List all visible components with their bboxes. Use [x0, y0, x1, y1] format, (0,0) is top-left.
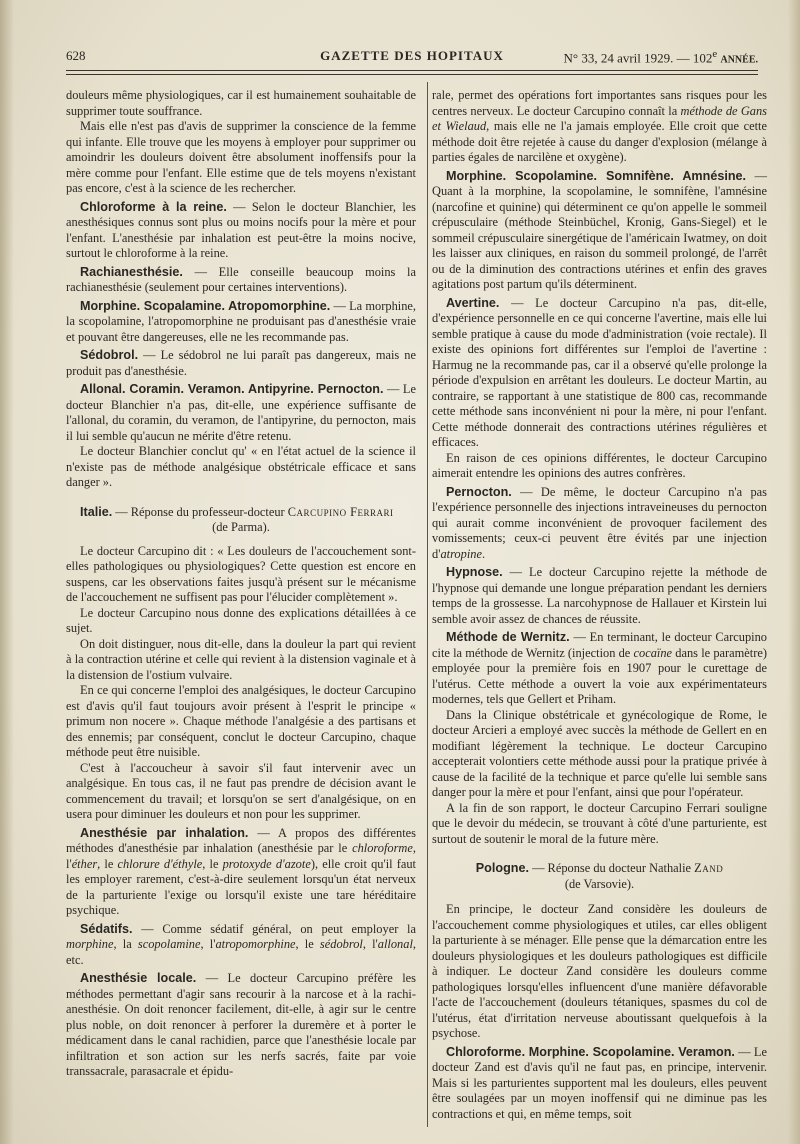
drug-name: chlorure d'éthyle: [117, 856, 203, 871]
drug-name: éther: [71, 856, 98, 871]
method-name: méthode de Gans et Wielaud: [432, 103, 767, 133]
drug-name: sédobrol: [319, 937, 363, 951]
paragraph: En principe, le docteur Zand considère les douleurs de l'accouchement comme physiologiques et utiles, car elles obligent la parturiente à se ménager. Elle pense que la démarcation entre les douleurs physiologiques et les douleurs pathologiques est difficile à indiquer. Le docteur Zand considère les douleurs comme pathologiques lorsqu'elles influencent d'une manière défavorable l'acte de l'accouchement (douleurs tétaniques, spasmes du col de l'utérus, état d'irritation nerveuse aboutissant quelquefois à la psychose.: [432, 902, 767, 1040]
section-heading: Morphine. Scopalamine. Atropomorphine.: [80, 298, 331, 313]
section-text: — Selon le docteur Blanchier, les anesthésiques connus sont plus ou moins nocifs pour la mère et pour l'enfant. L'anesthésie par inhalation est peut-être la moins nocive, surtout le chloroforme à la reine.: [66, 199, 417, 260]
section-heading: Sédobrol.: [80, 348, 139, 362]
section-text: — De même, le docteur Carcupino n'a pas l'expérience personnelle des injections intraveineuses du pernocton qui aurait comme inconvénient de provoquer facilement des vomissements; ceux-ci peuvent être évités par une injection d': [432, 484, 767, 561]
section-heading: Méthode de Wernitz.: [446, 630, 570, 644]
issue-line: [564, 48, 759, 66]
author-name: Carcupino Ferrari: [287, 504, 394, 519]
section-text: — La morphine, la scopolamine, l'atropomorphine ne produisant pas d'anesthésie vraie et pouvant être dangereuses, elle ne les recommande pas.: [66, 298, 416, 344]
drug-name: atropomorphine: [215, 937, 296, 951]
section-heading: Rachianesthésie.: [80, 264, 183, 279]
section-avertine: [432, 296, 767, 451]
issue-sup: e: [712, 48, 718, 60]
section-allonal: [66, 382, 416, 444]
author-name: Zand: [694, 861, 724, 875]
drug-name: atropine: [440, 546, 482, 561]
paragraph: [432, 88, 767, 166]
country-heading-italie: [66, 505, 416, 521]
page-edge-left: [0, 0, 14, 1144]
section-text: — Le docteur Carcupino préfère les méthodes permettant d'agir sans recourir à la narcose et à la rachi-anesthésie. On doit renoncer facilement, dit-elle, à agir sur le centre plus noble, on doit renoncer à perforer la duremère et à porter le médicament dans le canal rachidien, parce que l'anesthésie locale par infiltration et son action sur les nerfs sacrés, faite par voie transsacrale, parasacrale et épidu-: [66, 971, 416, 1078]
header-rule-top: [66, 70, 758, 71]
section-heading: Morphine. Scopolamine. Somnifène. Amnésine.: [446, 168, 747, 183]
section-pernocton: [432, 485, 767, 563]
section-text: — Comme sédatif général, on peut employer la: [132, 921, 416, 936]
paragraph: On doit distinguer, nous dit-elle, dans la douleur la part qui revient à la contraction utérine et celle qui revient à la distension vaginale et à la distension de l'ostium vulvaire.: [66, 636, 416, 682]
paragraph: Mais elle n'est pas d'avis de supprimer la conscience de la femme qui infante. Elle trouve que les moyens à employer pour supprimer ou amoindrir les douleurs doivent être absolument inoffensifs pour la mère comme pour l'enfant. Elle estime que de tels moyens n'existant pas encore, c'est à la science de les rechercher.: [66, 119, 416, 195]
issue-annee: ANNÉE.: [720, 54, 758, 66]
section-heading: Chloroforme à la reine.: [80, 199, 227, 214]
drug-name: scopolamine: [137, 937, 201, 951]
section-heading: Chloroforme. Morphine. Scopolamine. Veramon.: [446, 1044, 735, 1059]
paragraph: Le docteur Blanchier conclut qu' « en l'état actuel de la science il n'existe pas de méthode analgésique obstétricale efficace et sans danger ».: [66, 444, 416, 489]
country-heading-pologne: [432, 861, 767, 877]
journal-title: GAZETTE DES HOPITAUX: [320, 48, 504, 63]
section-text: — Le docteur Blanchier n'a pas, dit-elle, une expérience suffisante de l'allonal, du coramin, du veramon, de l'antipyrine, du pernocton, mais il lui semble qu'aucun ne mérite d'être retenu.: [66, 382, 416, 443]
section-sedatifs: [66, 922, 416, 969]
drug-name: cocaïne: [633, 645, 673, 660]
section-hypnose: [432, 565, 767, 627]
paragraph-text: rale, permet des opérations fort importantes sans risques pour les centres nerveux. Le docteur Carcupino connaît la: [432, 88, 767, 118]
section-text: , la: [113, 937, 138, 951]
section-heading: Allonal. Coramin. Veramon. Antipyrine. Pernocton.: [80, 382, 384, 396]
section-heading: Hypnose.: [446, 565, 503, 579]
author-place: (de Varsovie).: [564, 876, 635, 891]
section-heading: Anesthésie locale.: [80, 971, 197, 985]
paragraph: Le docteur Carcupino dit : « Les douleurs de l'accouchement sont-elles pathologiques ou physiologiques? Cette question est encore en suspens, car les observations faites jusqu'à présent sur le mécanisme de l'accouchement ne suffisent pas pour l'élucider complètement ».: [66, 543, 416, 604]
drug-name: protoxyde d'azote: [222, 856, 311, 871]
section-text: — A propos des différentes méthodes d'anesthésie par inhalation (anesthésie par le: [66, 825, 416, 855]
header-rule-bottom: [66, 74, 758, 75]
section-heading: Sédatifs.: [80, 921, 133, 936]
section-text: , l': [362, 937, 378, 951]
section-text: dans le paramètre) employée pour la première fois en 1907 pour le curettage de l'utérus. Cette méthode a ouvert la voie aux expérimentateurs modernes, tels que Gellert et Priham.: [432, 645, 767, 706]
page-edge-right: [788, 0, 800, 1144]
author-place: (de Parma).: [212, 520, 270, 534]
paragraph: En ce qui concerne l'emploi des analgésiques, le docteur Carcupino est d'avis qu'il faut toujours avoir présent à l'esprit le principe « primum non nocere ». Chaque méthode l'analgésie a des partisans et des ennemis; par conséquent, conclut le docteur Carcupino, chaque méthode peut être nuisible.: [66, 683, 416, 759]
section-text: ), elle croit qu'il faut les employer rarement, c'est-à-dire seulement lorsqu'un état nerveux de la parturiente l'exige ou lorsqu'il existe une tare héréditaire psychique.: [66, 856, 416, 917]
section-text: , le: [202, 856, 223, 871]
section-inhalation: [66, 826, 416, 919]
section-text: , l': [66, 841, 416, 871]
drug-name: allonal: [377, 937, 413, 951]
section-text: — Le docteur Zand est d'avis qu'il ne faut pas, en principe, intervenir. Mais si les parturientes supportent mal les douleurs, elles peuvent être soulagées par un moyen inoffensif qui ne diminue pas les contractions et qui, en même temps, soit: [432, 1044, 767, 1121]
country-response: — Réponse du docteur Nathalie: [528, 861, 695, 875]
page-number: 628: [66, 48, 86, 63]
drug-name: chloroforme: [352, 841, 413, 855]
drug-name: morphine: [66, 937, 114, 951]
paragraph: A la fin de son rapport, le docteur Carcupino Ferrari souligne que le devoir du médecin, se trouvant à côté d'une parturiente, est surtout de soutenir le moral de la future mère.: [432, 800, 767, 846]
paragraph: Dans la Clinique obstétricale et gynécologique de Rome, le docteur Arcieri a employé avec succès la méthode de Gellert en en modifiant légèrement la technique. Le docteur Carcupino accepterait volontiers cette méthode aussi pour la pratique privée à cause de la facilité de la technique et parce qu'elle lui semble sans danger pour la mère et pour l'enfant, ainsi que pour l'opérateur.: [432, 707, 767, 799]
spacer: [432, 892, 767, 902]
section-heading: Avertine.: [446, 295, 500, 310]
section-text: — Le sédobrol ne lui paraît pas dangereux, mais ne produit pas d'anesthésie.: [66, 348, 416, 378]
paragraph-text: , mais elle ne l'a jamais employée. Elle croit que cette méthode doit être rejetée à cause du danger d'explosion (mélange à parties égales de narcilène et oxygène).: [432, 119, 767, 164]
spacer: [432, 847, 767, 861]
country-response: — Réponse du professeur-docteur: [112, 504, 288, 519]
spacer: [66, 491, 416, 505]
section-text: — Quant à la morphine, la scopolamine, le somnifène, l'amnésine (narcofine et quinine) qui déterminent ce qu'on appelle le sommeil crépusculaire (méthode Steinbüchel, Kronig, Gans-Siegel) et le sommeil crépusculaire sinergétique de l'américain Iwatmey, on doit les laisser aux cliniques, en raison du sommeil prolongé, de l'arrêt ou de la diminution des contractions utérines et enfin des graves agitations post partum qu'ils déterminent.: [432, 168, 767, 291]
section-wernitz: [432, 630, 767, 708]
left-column: [66, 88, 416, 1080]
right-column: [432, 88, 767, 1122]
section-rachianesthesie: [66, 265, 416, 296]
section-heading: Anesthésie par inhalation.: [80, 825, 249, 840]
paragraph: C'est à l'accoucheur à savoir s'il faut intervenir avec un analgésique. En tous cas, il ne faut pas prendre de décision avant le commencement du travail; et lorsqu'on se sert d'analgésique, on en usera pour diminuer les douleurs et non pour les supprimer.: [66, 760, 416, 821]
country-name: Pologne.: [475, 861, 529, 875]
paragraph: En raison de ces opinions différentes, le docteur Carcupino aimerait entendre les opinions des autres confrères.: [432, 450, 767, 480]
section-sedobrol: [66, 348, 416, 379]
paragraph: douleurs même physiologiques, car il est humainement souhaitable de supprimer toute souffrance.: [66, 88, 416, 118]
spacer: [66, 536, 416, 544]
section-text: — Elle conseille beaucoup moins la rachianesthésie (seulement pour certaines interventions).: [66, 264, 416, 294]
country-name: Italie.: [80, 504, 113, 519]
section-text: , le: [295, 937, 320, 951]
issue-date: N° 33, 24 avril 1929. — 102: [563, 50, 713, 66]
section-chloroforme: [66, 200, 416, 262]
section-morphine: [66, 299, 416, 346]
section-heading: Pernocton.: [446, 484, 512, 499]
section-text: , l': [200, 937, 216, 951]
page-header: [66, 46, 758, 66]
section-text: — Le docteur Carcupino rejette la méthode de l'hypnose qui demande une longue préparation pendant les derniers temps de la grossesse. La narcohypnose de Hallauer et Kirstein lui semble avoir assez de chances de réussite.: [432, 565, 767, 626]
section-somnifene: [432, 169, 767, 293]
section-text: — Le docteur Carcupino n'a pas, dit-elle, d'expérience personnelle en ce qui concerne l'avertine, mais elle lui semble pratique à cause du mode d'administration (voie rectale). Il existe des opinions fort différentes sur l'emploi de l'avertine : Harmug ne la recommande pas, car il a observé qu'elle prolonge la période d'expulsion en arrêtant les douleurs. Le docteur Martin, au contraire, se rapportant à une statistique de 800 cas, recommande cette méthode sans inconvénient ni pour la mère, ni pour l'enfant. Cette méthode donnerait des contractions utérines régulières et efficaces.: [432, 295, 767, 449]
section-text: , etc.: [66, 937, 416, 967]
section-text: — En terminant, le docteur Carcupino cite la méthode de Wernitz (injection de: [432, 630, 767, 660]
section-text: .: [481, 546, 486, 561]
column-divider: [427, 82, 428, 1127]
section-chloroforme-zand: [432, 1045, 767, 1123]
section-text: , le: [97, 856, 118, 871]
paragraph: Le docteur Carcupino nous donne des explications détaillées à ce sujet.: [66, 605, 416, 635]
section-locale: [66, 971, 416, 1080]
